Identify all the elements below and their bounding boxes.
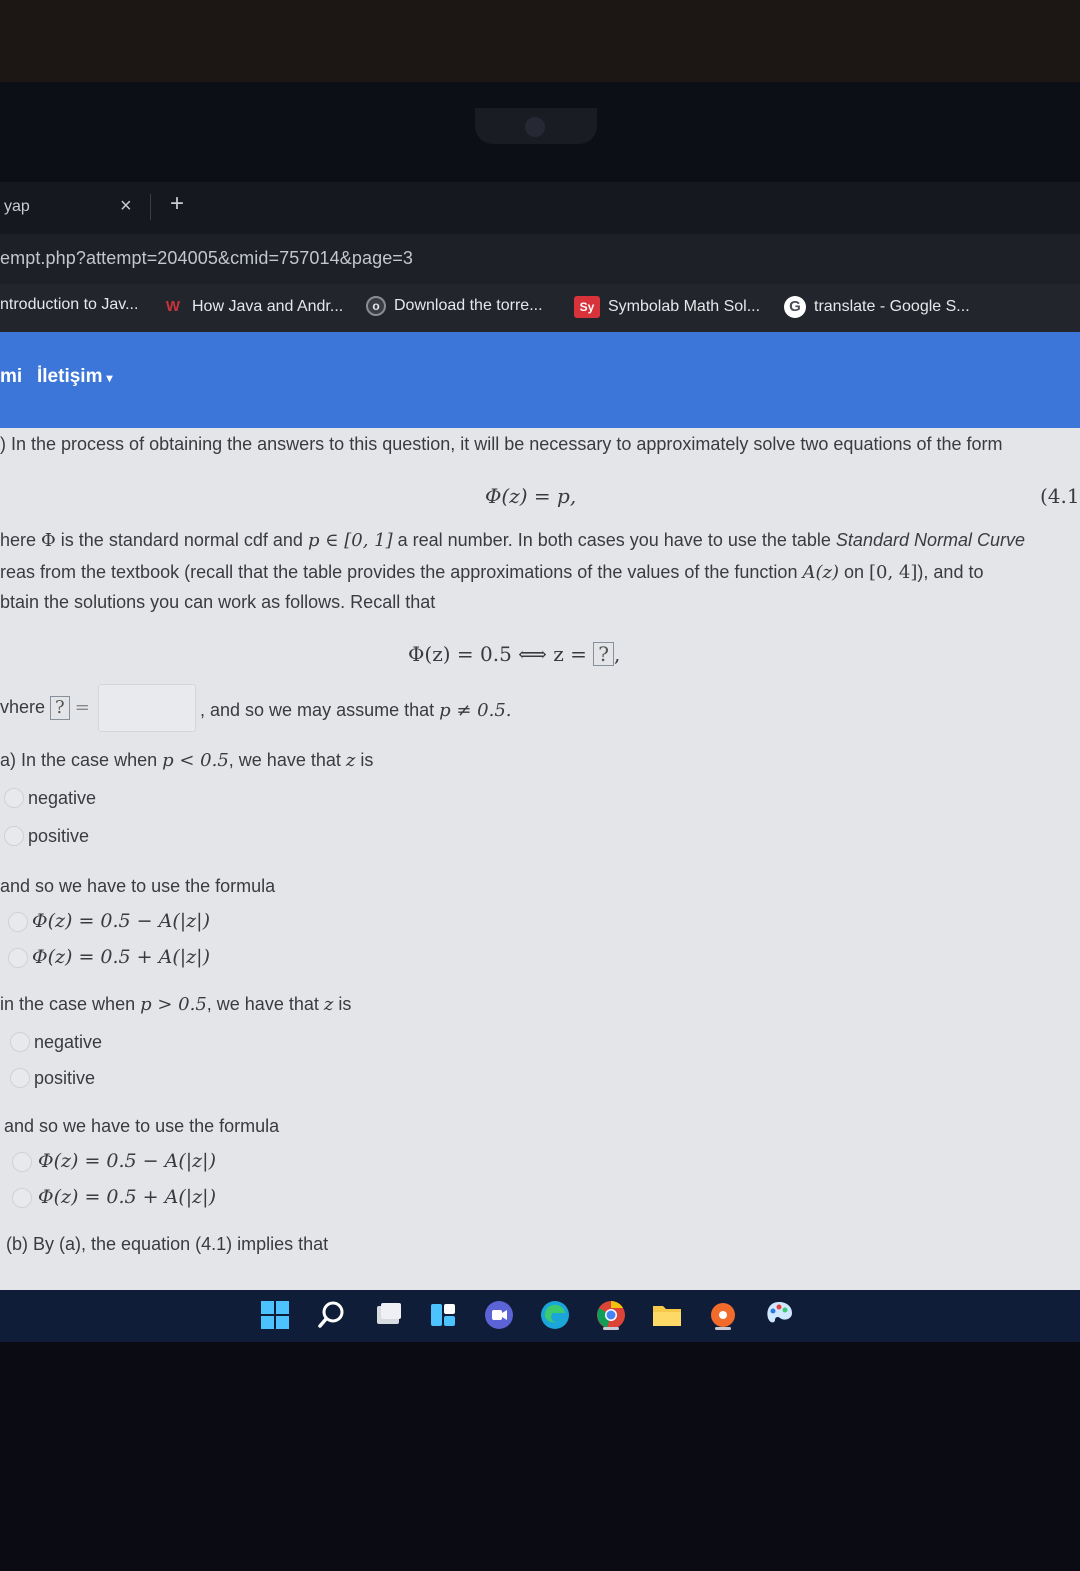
active-app-indicator xyxy=(715,1327,731,1330)
bookmark-google-translate[interactable] xyxy=(784,296,970,318)
radio-positive-2[interactable] xyxy=(10,1068,30,1088)
bookmark-label: Download the torre... xyxy=(394,297,543,314)
table-name: Standard Normal Curve xyxy=(835,530,1026,550)
text-span: is xyxy=(355,750,374,770)
nav-menu-iletisim[interactable] xyxy=(37,366,113,388)
radio-formula-plus-1[interactable] xyxy=(8,948,28,968)
where-label: vhere xyxy=(0,697,46,717)
monitor-bezel-bottom xyxy=(0,1342,1080,1571)
where-line xyxy=(0,696,90,720)
text-span: , and so we may assume that xyxy=(200,700,440,720)
text-span: is the standard normal cdf and xyxy=(55,530,308,550)
radio-formula-plus-2[interactable] xyxy=(12,1188,32,1208)
where-tail xyxy=(200,700,512,721)
question-intro: ) In the process of obtaining the answers to this question, it will be necessary to approximately solve two equations of the form xyxy=(0,434,1003,454)
math-function: A(z) xyxy=(802,562,839,583)
text-span: a) In the case when xyxy=(0,750,163,770)
text-span: in the case when xyxy=(0,994,141,1014)
radio-negative-1[interactable] xyxy=(4,788,24,808)
bookmark-java-android[interactable] xyxy=(162,296,343,318)
bookmarks-bar xyxy=(0,284,1080,332)
text-span: , xyxy=(613,642,621,666)
text-span: reas from the textbook (recall that the table provides the approximations of the values of the function xyxy=(0,562,803,582)
equation-4-1: Φ(z) = p, xyxy=(485,484,577,508)
browser-tab[interactable] xyxy=(0,190,150,234)
edge-icon[interactable] xyxy=(538,1298,572,1332)
math-p-range: p ∈ [0, 1] xyxy=(307,530,393,551)
formula-prompt: and so we have to use the formula xyxy=(4,1116,280,1136)
equation-text: Φ(z) = 0.5 ⟺ z = xyxy=(408,642,587,666)
bookmark-download-torrent[interactable] xyxy=(366,296,543,316)
radio-negative-2[interactable] xyxy=(10,1032,30,1052)
teams-chat-icon[interactable] xyxy=(482,1298,516,1332)
part-a-prompt xyxy=(0,750,373,771)
equation-number: (4.1 xyxy=(1040,484,1080,508)
formula-option[interactable]: Φ(z) = 0.5 − A(|z|) xyxy=(38,1150,216,1172)
part-a2-prompt xyxy=(0,994,351,1015)
windows-taskbar xyxy=(0,1290,1080,1342)
bookmark-label: translate - Google S... xyxy=(814,298,970,315)
question-text-line xyxy=(0,530,1025,551)
math-p-less: p < 0.5 xyxy=(162,750,229,771)
bookmark-label: How Java and Andr... xyxy=(192,298,344,315)
radio-formula-minus-2[interactable] xyxy=(12,1152,32,1172)
option-label[interactable]: negative xyxy=(34,1032,103,1052)
site-navbar xyxy=(0,332,1080,428)
tab-separator xyxy=(150,194,151,220)
equals-sign: = xyxy=(74,697,90,718)
active-app-indicator xyxy=(603,1327,619,1330)
math-phi: Φ xyxy=(41,530,56,551)
media-player-icon[interactable] xyxy=(706,1298,740,1332)
search-icon[interactable] xyxy=(314,1298,348,1332)
browser-tab-strip xyxy=(0,182,1080,234)
bookmark-intro-java[interactable] xyxy=(0,296,138,314)
math-p-greater: p > 0.5 xyxy=(140,994,207,1015)
nav-item-partial[interactable]: mi xyxy=(0,366,23,387)
math-z: z xyxy=(323,994,334,1015)
paint-icon[interactable] xyxy=(762,1298,796,1332)
question-content xyxy=(0,428,1080,1290)
part-b-prompt: (b) By (a), the equation (4.1) implies that xyxy=(6,1234,329,1254)
placeholder-box: ? xyxy=(50,696,70,720)
option-label[interactable]: negative xyxy=(28,788,97,808)
formula-option[interactable]: Φ(z) = 0.5 − A(|z|) xyxy=(32,910,210,932)
radio-positive-1[interactable] xyxy=(4,826,24,846)
chrome-icon[interactable] xyxy=(594,1298,628,1332)
windows-start-icon[interactable] xyxy=(258,1298,292,1332)
download-site-icon: o xyxy=(366,296,386,316)
file-explorer-icon[interactable] xyxy=(650,1298,684,1332)
equation-phi-half xyxy=(408,642,620,666)
bookmark-symbolab[interactable] xyxy=(574,296,760,318)
tab-title: yap xyxy=(4,198,30,215)
option-label[interactable]: positive xyxy=(34,1068,96,1088)
math-range: [0, 4] xyxy=(869,562,918,583)
radio-formula-minus-1[interactable] xyxy=(8,912,28,932)
formula-prompt: and so we have to use the formula xyxy=(0,876,276,896)
placeholder-box: ? xyxy=(593,642,614,666)
webcam-lens xyxy=(525,117,545,137)
widgets-icon[interactable] xyxy=(426,1298,460,1332)
google-icon: G xyxy=(784,296,806,318)
nav-menu-label: İletişim xyxy=(37,366,103,387)
caret-down-icon: ▾ xyxy=(106,371,113,385)
question-text-line: btain the solutions you can work as follows. Recall that xyxy=(0,592,436,612)
wikipedia-w-icon: W xyxy=(165,298,181,315)
monitor-bezel-top xyxy=(0,0,1080,82)
text-span: on xyxy=(838,562,870,582)
address-bar[interactable] xyxy=(0,234,1080,284)
formula-option[interactable]: Φ(z) = 0.5 + A(|z|) xyxy=(38,1186,216,1208)
formula-option[interactable]: Φ(z) = 0.5 + A(|z|) xyxy=(32,946,210,968)
new-tab-button[interactable]: + xyxy=(170,190,185,217)
option-label[interactable]: positive xyxy=(28,826,90,846)
text-span: a real number. In both cases you have to use the table xyxy=(392,530,836,550)
text-span: here xyxy=(0,530,42,550)
text-span: , we have that xyxy=(228,750,346,770)
text-span: , we have that xyxy=(206,994,324,1014)
task-view-icon[interactable] xyxy=(372,1298,406,1332)
text-span: is xyxy=(333,994,352,1014)
bookmark-label: Symbolab Math Sol... xyxy=(608,298,761,315)
bookmark-label: ntroduction to Jav... xyxy=(0,296,139,313)
math-p-not-half: p ≠ 0.5. xyxy=(439,700,512,721)
math-z: z xyxy=(345,750,356,771)
url-text[interactable]: empt.php?attempt=204005&cmid=757014&page=3 xyxy=(0,248,414,268)
text-span: ), and to xyxy=(917,562,984,582)
symbolab-icon: Sy xyxy=(574,296,600,318)
answer-input[interactable] xyxy=(98,684,196,732)
question-text-line xyxy=(0,562,983,583)
tab-close-icon[interactable]: × xyxy=(120,195,132,217)
